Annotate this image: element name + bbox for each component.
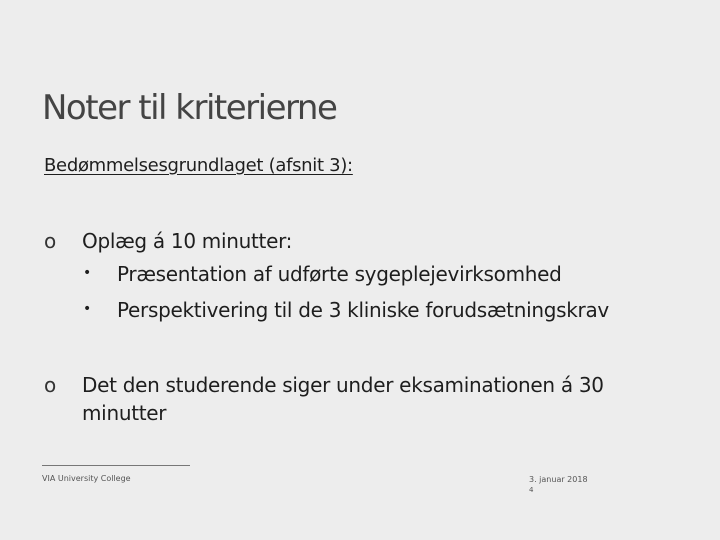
slide-title: Noter til kriterierne xyxy=(42,88,337,128)
bullet-dot-icon: • xyxy=(83,301,92,317)
list-item-text: Oplæg á 10 minutter: xyxy=(82,229,293,253)
section-heading: Bedømmelsesgrundlaget (afsnit 3): xyxy=(44,155,353,176)
footer-divider xyxy=(42,465,190,466)
list-item-text: Det den studerende siger under eksaminationen á 30 minutter xyxy=(82,373,604,425)
bullet-dot-icon: • xyxy=(83,265,92,281)
footer-organization: VIA University College xyxy=(42,474,131,483)
footer-date: 3. januar 2018 xyxy=(529,475,588,484)
sub-list-item-text: Perspektivering til de 3 kliniske forudsætningskrav xyxy=(117,298,609,322)
page-number: 4 xyxy=(529,486,534,494)
bullet-circle-icon: o xyxy=(44,229,57,253)
bullet-circle-icon: o xyxy=(44,373,57,397)
sub-list-item-text: Præsentation af udførte sygeplejevirksomhed xyxy=(117,262,562,286)
